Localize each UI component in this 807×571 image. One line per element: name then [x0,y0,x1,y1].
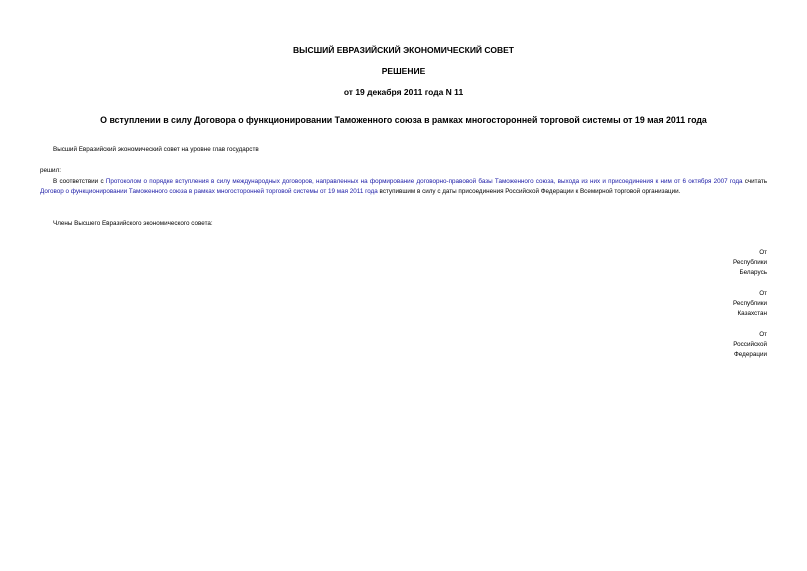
treaty-link[interactable]: Договор о функционировании Таможенного союза в рамках многосторонней торговой системы от 19 мая 2011 года [40,188,378,195]
date-number-heading: от 19 декабря 2011 года N 11 [343,87,464,97]
intro-text: Высший Евразийский экономический совет на уровне глав государств [53,146,259,153]
signature-block-russia [733,330,767,360]
signature-line: Республики [733,259,767,266]
document-title: О вступлении в силу Договора о функционировании Таможенного союза в рамках многосторонней торговой системы от 19 мая 2011 года [100,115,707,125]
signature-block-belarus [733,248,767,278]
signature-line: От [759,331,767,338]
protocol-link[interactable]: Протоколом о порядке вступления в силу международных договоров, направленных на формирование договорно-правовой базы Таможенного союза, выхода из них и присоединения к ним от 6 октября 2007 года [105,178,743,185]
signature-line: От [759,290,767,297]
issuing-body-heading: ВЫСШИЙ ЕВРАЗИЙСКИЙ ЭКОНОМИЧЕСКИЙ СОВЕТ [293,45,514,55]
signature-line: Республики [733,300,767,307]
members-label: Члены Высшего Евразийского экономического совета: [53,220,213,227]
signature-line: От [759,249,767,256]
paragraph-suffix: вступившим в силу с даты присоединения Российской Федерации к Всемирной торговой организации. [377,188,681,195]
signature-block-kazakhstan [733,289,767,319]
paragraph-middle: считать [742,178,768,185]
resolution-paragraph [40,177,767,197]
signature-line: Федерации [734,351,767,358]
signature-line: Казахстан [737,310,767,317]
resolved-text: решил: [40,167,61,174]
signature-line: Российской [733,341,767,348]
document-type-heading: РЕШЕНИЕ [381,66,426,76]
paragraph-prefix: В соответствии с [53,178,106,185]
signature-line: Беларусь [739,269,767,276]
